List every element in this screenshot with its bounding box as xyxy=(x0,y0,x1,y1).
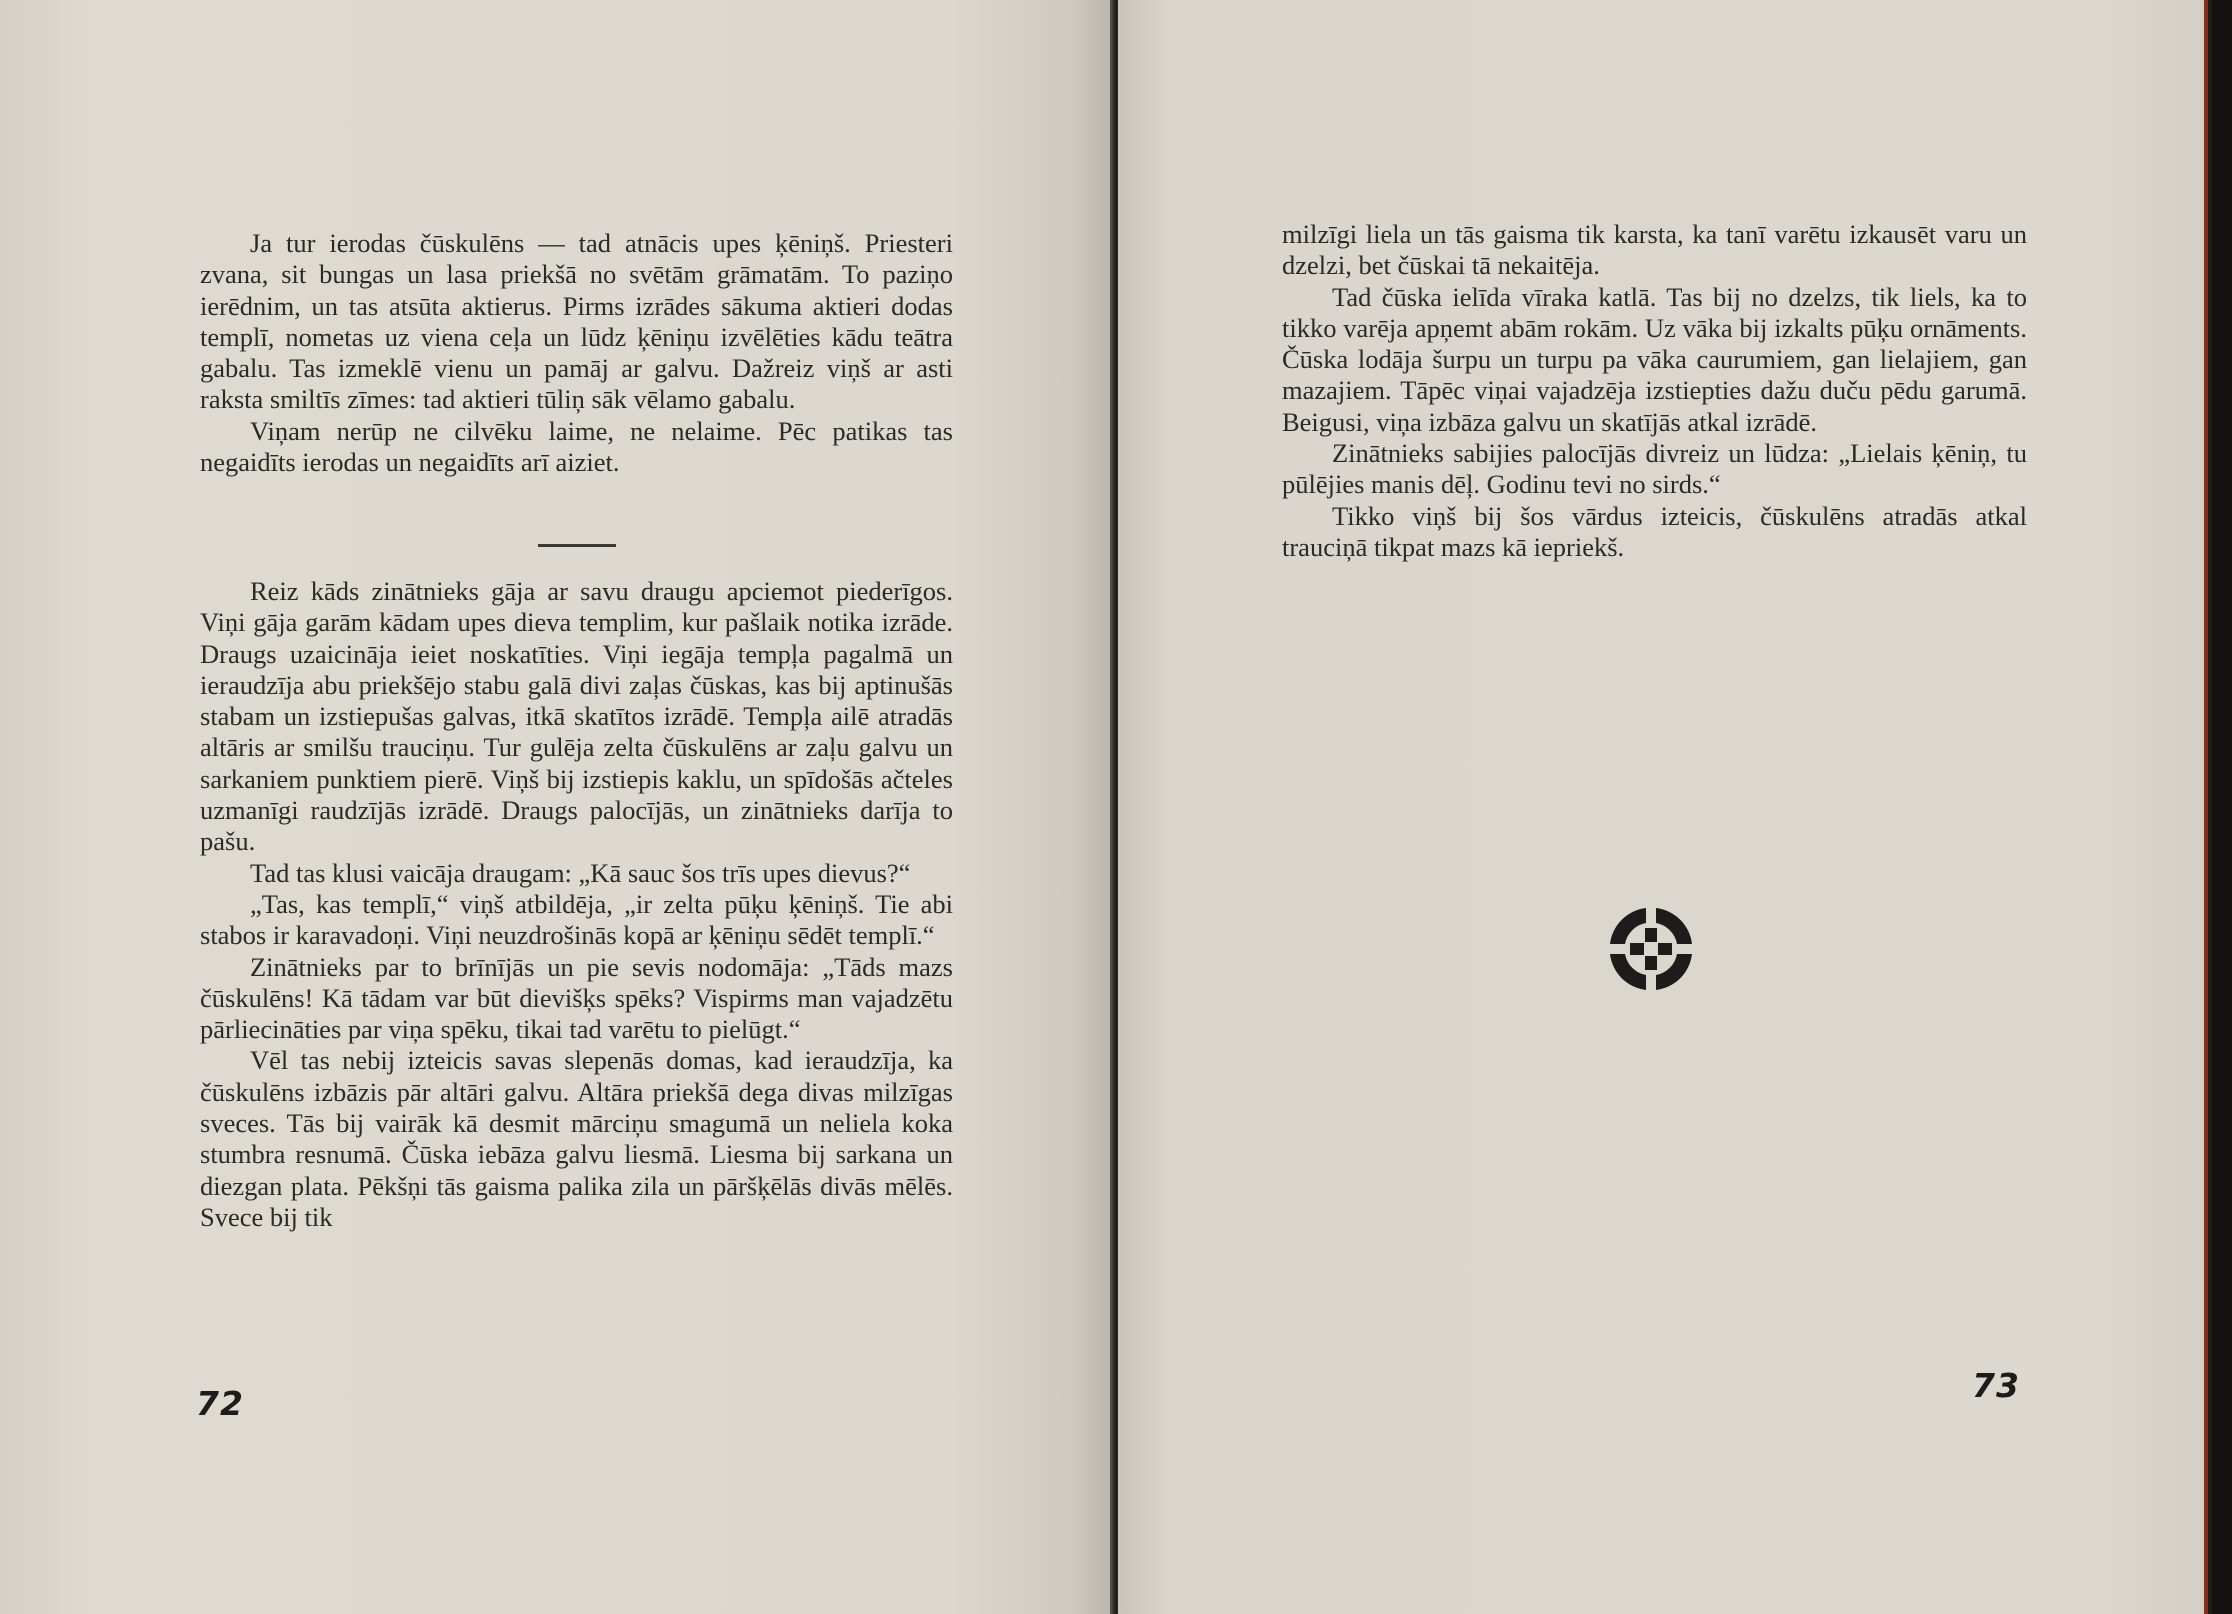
paragraph-continuation: milzīgi liela un tās gaisma tik karsta, ka tanī varētu izkausēt varu un dzelzi, bet čūskai tā nekaitēja. xyxy=(1282,219,2027,281)
paragraph: Zinātnieks par to brīnījās un pie sevis nodomāja: „Tāds mazs čūskulēns! Kā tādam var būt dievišķs spēks? Vispirms man vajadzētu pārliecināties par viņa spēku, tikai tad varētu to pielūgt.“ xyxy=(200,951,953,1045)
paragraph: Tad čūska ielīda vīraka katlā. Tas bij no dzelzs, tik liels, ka to tikko varēja apņemt abām rokām. Uz vāka bij izkalts pūķu ornāments. Čūska lodāja šurpu un turpu pa vāka caurumiem, gan lielajiem, gan mazajiem. Tāpēc viņai vajadzēja izstiepties dažu duču pēdu garumā. Beigusi, viņa izbāza galvu un skatījās atkal izrādē. xyxy=(1282,281,2027,437)
paragraph: Reiz kāds zinātnieks gāja ar savu draugu apciemot piederīgos. Viņi gāja garām kādam upes dieva templim, kur pašlaik notika izrāde. Draugs uzaicināja ieiet noskatīties. Viņi iegāja tempļa pagalmā un ieraudzīja abu priekšējo stabu galā divi zaļas čūskas, kas bij aptinušās stabam un izstiepušas galvas, itkā skatītos izrādē. Tempļa ailē atradās altāris ar smilšu trauciņu. Tur gulēja zelta čūskulēns ar zaļu galvu un sarkaniem punktiem pierē. Viņš bij izstiepis kaklu, un spīdošās ačteles uzmanīgi raudzījās izrādē. Draugs palocījās, un zinātnieks darīja to pašu. xyxy=(200,576,953,857)
right-text xyxy=(1282,219,2027,563)
page-number-right: 73 xyxy=(1972,1366,2020,1405)
left-page xyxy=(0,0,1115,1614)
paragraph: „Tas, kas templī,“ viņš atbildēja, „ir zelta pūķu ķēniņš. Tie abi stabos ir karavadoņi. Viņi neuzdrošinās kopā ar ķēniņu sēdēt templī.“ xyxy=(200,888,953,951)
left-main-text xyxy=(200,576,953,1233)
circle-cross-ornament-icon xyxy=(1608,906,1694,992)
paragraph: Ja tur ierodas čūskulēns — tad atnācis upes ķēniņš. Priesteri zvana, sit bungas un lasa priekšā no svētām grāmatām. To paziņo ierēdnim, un tas atsūta aktierus. Pirms izrādes sākuma aktieri dodas templī, nometas uz viena ceļa un lūdz ķēniņu izvēlēties kādu teātra gabalu. Tas izmeklē vienu un pamāj ar galvu. Dažreiz viņš ar asti raksta smiltīs zīmes: tad aktieri tūliņ sāk vēlamo gabalu. xyxy=(200,228,953,415)
paragraph: Viņam nerūp ne cilvēku laime, ne nelaime. Pēc patikas tas negaidīts ierodas un negaidīts arī aiziet. xyxy=(200,415,953,478)
section-divider xyxy=(538,544,616,547)
paragraph: Zinātnieks sabijies palocījās divreiz un lūdza: „Lielais ķēniņ, tu pūlējies manis dēļ. Godinu tevi no sirds.“ xyxy=(1282,438,2027,500)
paragraph: Tikko viņš bij šos vārdus izteicis, čūskulēns atradās atkal trauciņā tikpat mazs kā iepriekš. xyxy=(1282,500,2027,562)
left-top-text xyxy=(200,228,953,478)
paragraph: Vēl tas nebij izteicis savas slepenās domas, kad ieraudzīja, ka čūskulēns izbāzis pār altāri galvu. Altāra priekšā dega divas milzīgas sveces. Tās bij vairāk kā desmit mārciņu smagumā un neliela koka stumbra resnumā. Čūska iebāza galvu liesmā. Liesma bij sarkana un diezgan plata. Pēkšņi tās gaisma palika zila un pāršķēlās divās mēlēs. Svece bij tik xyxy=(200,1045,953,1232)
right-page xyxy=(1118,0,2208,1614)
background-edge xyxy=(2212,0,2232,1614)
paragraph: Tad tas klusi vaicāja draugam: „Kā sauc šos trīs upes dievus?“ xyxy=(250,857,911,888)
page-number-left: 72 xyxy=(196,1384,244,1423)
